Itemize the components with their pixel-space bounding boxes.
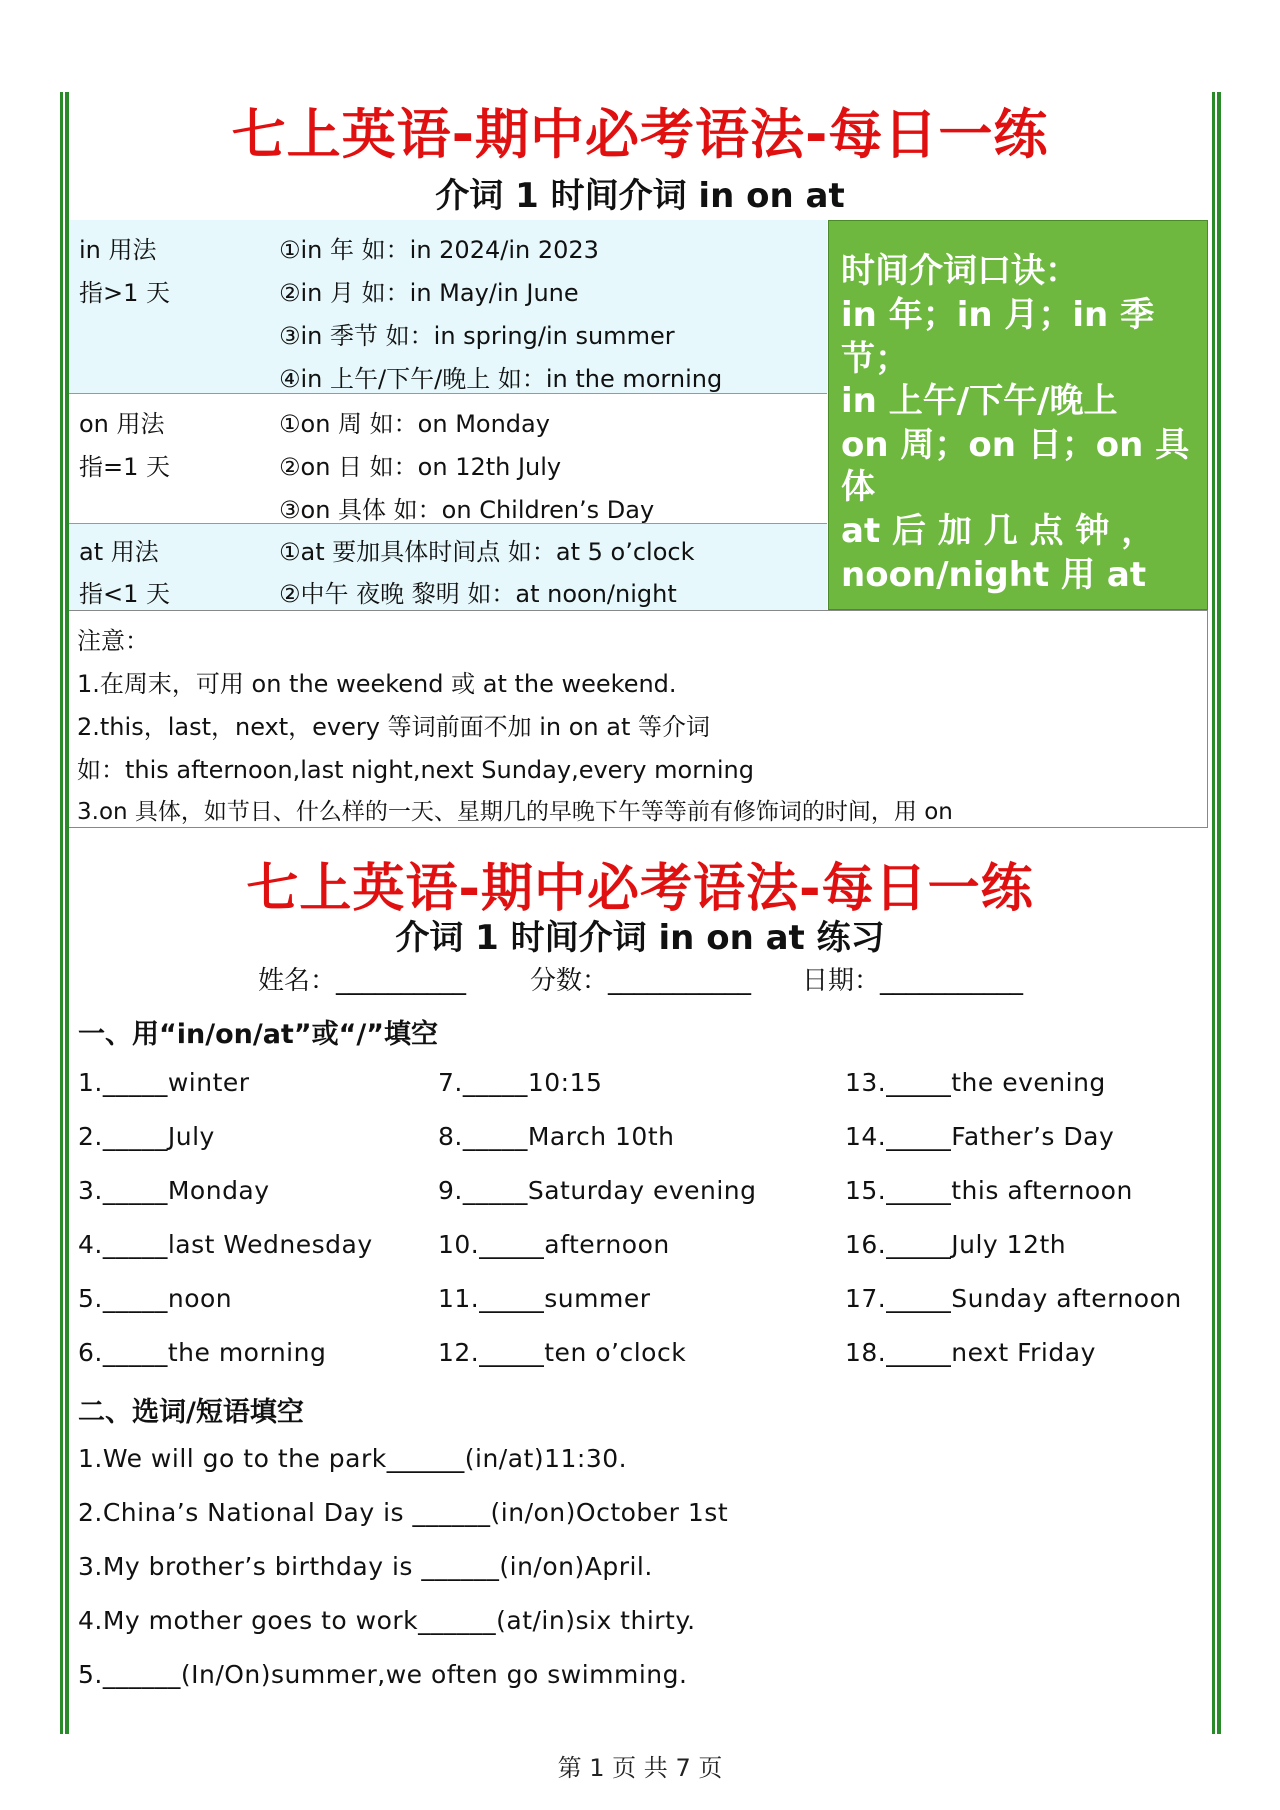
note-line: 如：this afternoon,last night,next Sunday,every morning xyxy=(77,756,754,784)
rule-item: ②in 月 如：in May/in June xyxy=(279,279,579,307)
note-line: 2.this，last，next，every 等词前面不加 in on at 等介词 xyxy=(77,713,710,741)
section-heading: 一、用“in/on/at”或“/”填空 xyxy=(78,1019,438,1050)
exercise-item[interactable]: 12._____ten o’clock xyxy=(438,1338,687,1367)
tip-line: on 周；on 日；on 具 xyxy=(841,425,1190,465)
section-heading: 二、选词/短语填空 xyxy=(78,1397,304,1428)
rules-table xyxy=(69,220,829,610)
tip-line: 节； xyxy=(841,339,909,379)
rule-on xyxy=(69,394,827,524)
rule-item: ①on 周 如：on Monday xyxy=(279,410,550,438)
page-title: 七上英语-期中必考语法-每日一练 xyxy=(231,103,1049,166)
exercise-item[interactable]: 16._____July 12th xyxy=(845,1230,1067,1259)
rule-scope: 指=1 天 xyxy=(79,453,171,481)
exercise-item[interactable]: 9._____Saturday evening xyxy=(438,1176,757,1205)
score-field[interactable]: 分数：___________ xyxy=(530,966,752,996)
tip-line: 体 xyxy=(841,467,875,507)
name-field[interactable]: 姓名：__________ xyxy=(258,966,467,996)
tip-line: 时间介词口诀： xyxy=(841,251,1079,291)
note-line: 3.on 具体，如节日、什么样的一天、星期几的早晚下午等等前有修饰词的时间，用 on xyxy=(77,799,953,825)
notes-heading: 注意： xyxy=(77,627,149,655)
exercise-item[interactable]: 3._____Monday xyxy=(78,1176,270,1205)
practice-subtitle: 介词 1 时间介词 in on at 练习 xyxy=(395,918,885,958)
mnemonic-box xyxy=(828,220,1208,610)
exercise-item[interactable]: 15._____this afternoon xyxy=(845,1176,1133,1205)
rule-name: in 用法 xyxy=(79,236,157,264)
exercise-item[interactable]: 14._____Father’s Day xyxy=(845,1122,1115,1151)
notes-box xyxy=(69,610,1208,828)
tip-line: noon/night 用 at xyxy=(841,555,1147,595)
rule-name: on 用法 xyxy=(79,410,165,438)
left-border xyxy=(60,92,69,1734)
date-field[interactable]: 日期：___________ xyxy=(802,966,1024,996)
tip-line: at 后 加 几 点 钟 ， xyxy=(841,511,1156,551)
fill-item[interactable]: 5.______(In/On)summer,we often go swimming. xyxy=(78,1660,688,1689)
note-line: 1.在周末，可用 on the weekend 或 at the weekend. xyxy=(77,670,677,698)
fill-item[interactable]: 1.We will go to the park______(in/at)11:30. xyxy=(78,1444,628,1473)
fill-item[interactable]: 2.China’s National Day is ______(in/on)October 1st xyxy=(78,1498,729,1527)
rule-item: ③on 具体 如：on Children’s Day xyxy=(279,496,655,524)
page-subtitle: 介词 1 时间介词 in on at xyxy=(435,176,845,216)
rule-scope: 指<1 天 xyxy=(79,580,171,608)
rule-item: ④in 上午/下午/晚上 如：in the morning xyxy=(279,365,723,393)
rule-item: ②中午 夜晚 黎明 如：at noon/night xyxy=(279,580,677,608)
rule-name: at 用法 xyxy=(79,538,159,566)
exercise-item[interactable]: 17._____Sunday afternoon xyxy=(845,1284,1182,1313)
tip-line: in 年；in 月；in 季 xyxy=(841,295,1155,335)
exercise-item[interactable]: 18._____next Friday xyxy=(845,1338,1096,1367)
rule-item: ③in 季节 如：in spring/in summer xyxy=(279,322,675,350)
exercise-item[interactable]: 1._____winter xyxy=(78,1068,250,1097)
rule-item: ①at 要加具体时间点 如：at 5 o’clock xyxy=(279,538,695,566)
rule-in xyxy=(69,220,827,394)
rule-scope: 指>1 天 xyxy=(79,279,171,307)
exercise-item[interactable]: 4._____last Wednesday xyxy=(78,1230,373,1259)
exercise-item[interactable]: 2._____July xyxy=(78,1122,215,1151)
page-footer: 第 1 页 共 7 页 xyxy=(557,1754,723,1782)
right-border xyxy=(1212,92,1221,1734)
rule-at xyxy=(69,524,827,610)
exercise-item[interactable]: 5._____noon xyxy=(78,1284,233,1313)
exercise-item[interactable]: 11._____summer xyxy=(438,1284,651,1313)
fill-item[interactable]: 3.My brother’s birthday is ______(in/on)April. xyxy=(78,1552,653,1581)
fill-item[interactable]: 4.My mother goes to work______(at/in)six thirty. xyxy=(78,1606,696,1635)
exercise-item[interactable]: 13._____the evening xyxy=(845,1068,1106,1097)
tip-line: in 上午/下午/晚上 xyxy=(841,381,1118,421)
exercise-item[interactable]: 10._____afternoon xyxy=(438,1230,670,1259)
exercise-item[interactable]: 7._____10:15 xyxy=(438,1068,603,1097)
exercise-item[interactable]: 6._____the morning xyxy=(78,1338,327,1367)
practice-title: 七上英语-期中必考语法-每日一练 xyxy=(246,859,1034,919)
rule-item: ②on 日 如：on 12th July xyxy=(279,453,562,481)
exercise-item[interactable]: 8._____March 10th xyxy=(438,1122,675,1151)
rule-item: ①in 年 如：in 2024/in 2023 xyxy=(279,236,599,264)
